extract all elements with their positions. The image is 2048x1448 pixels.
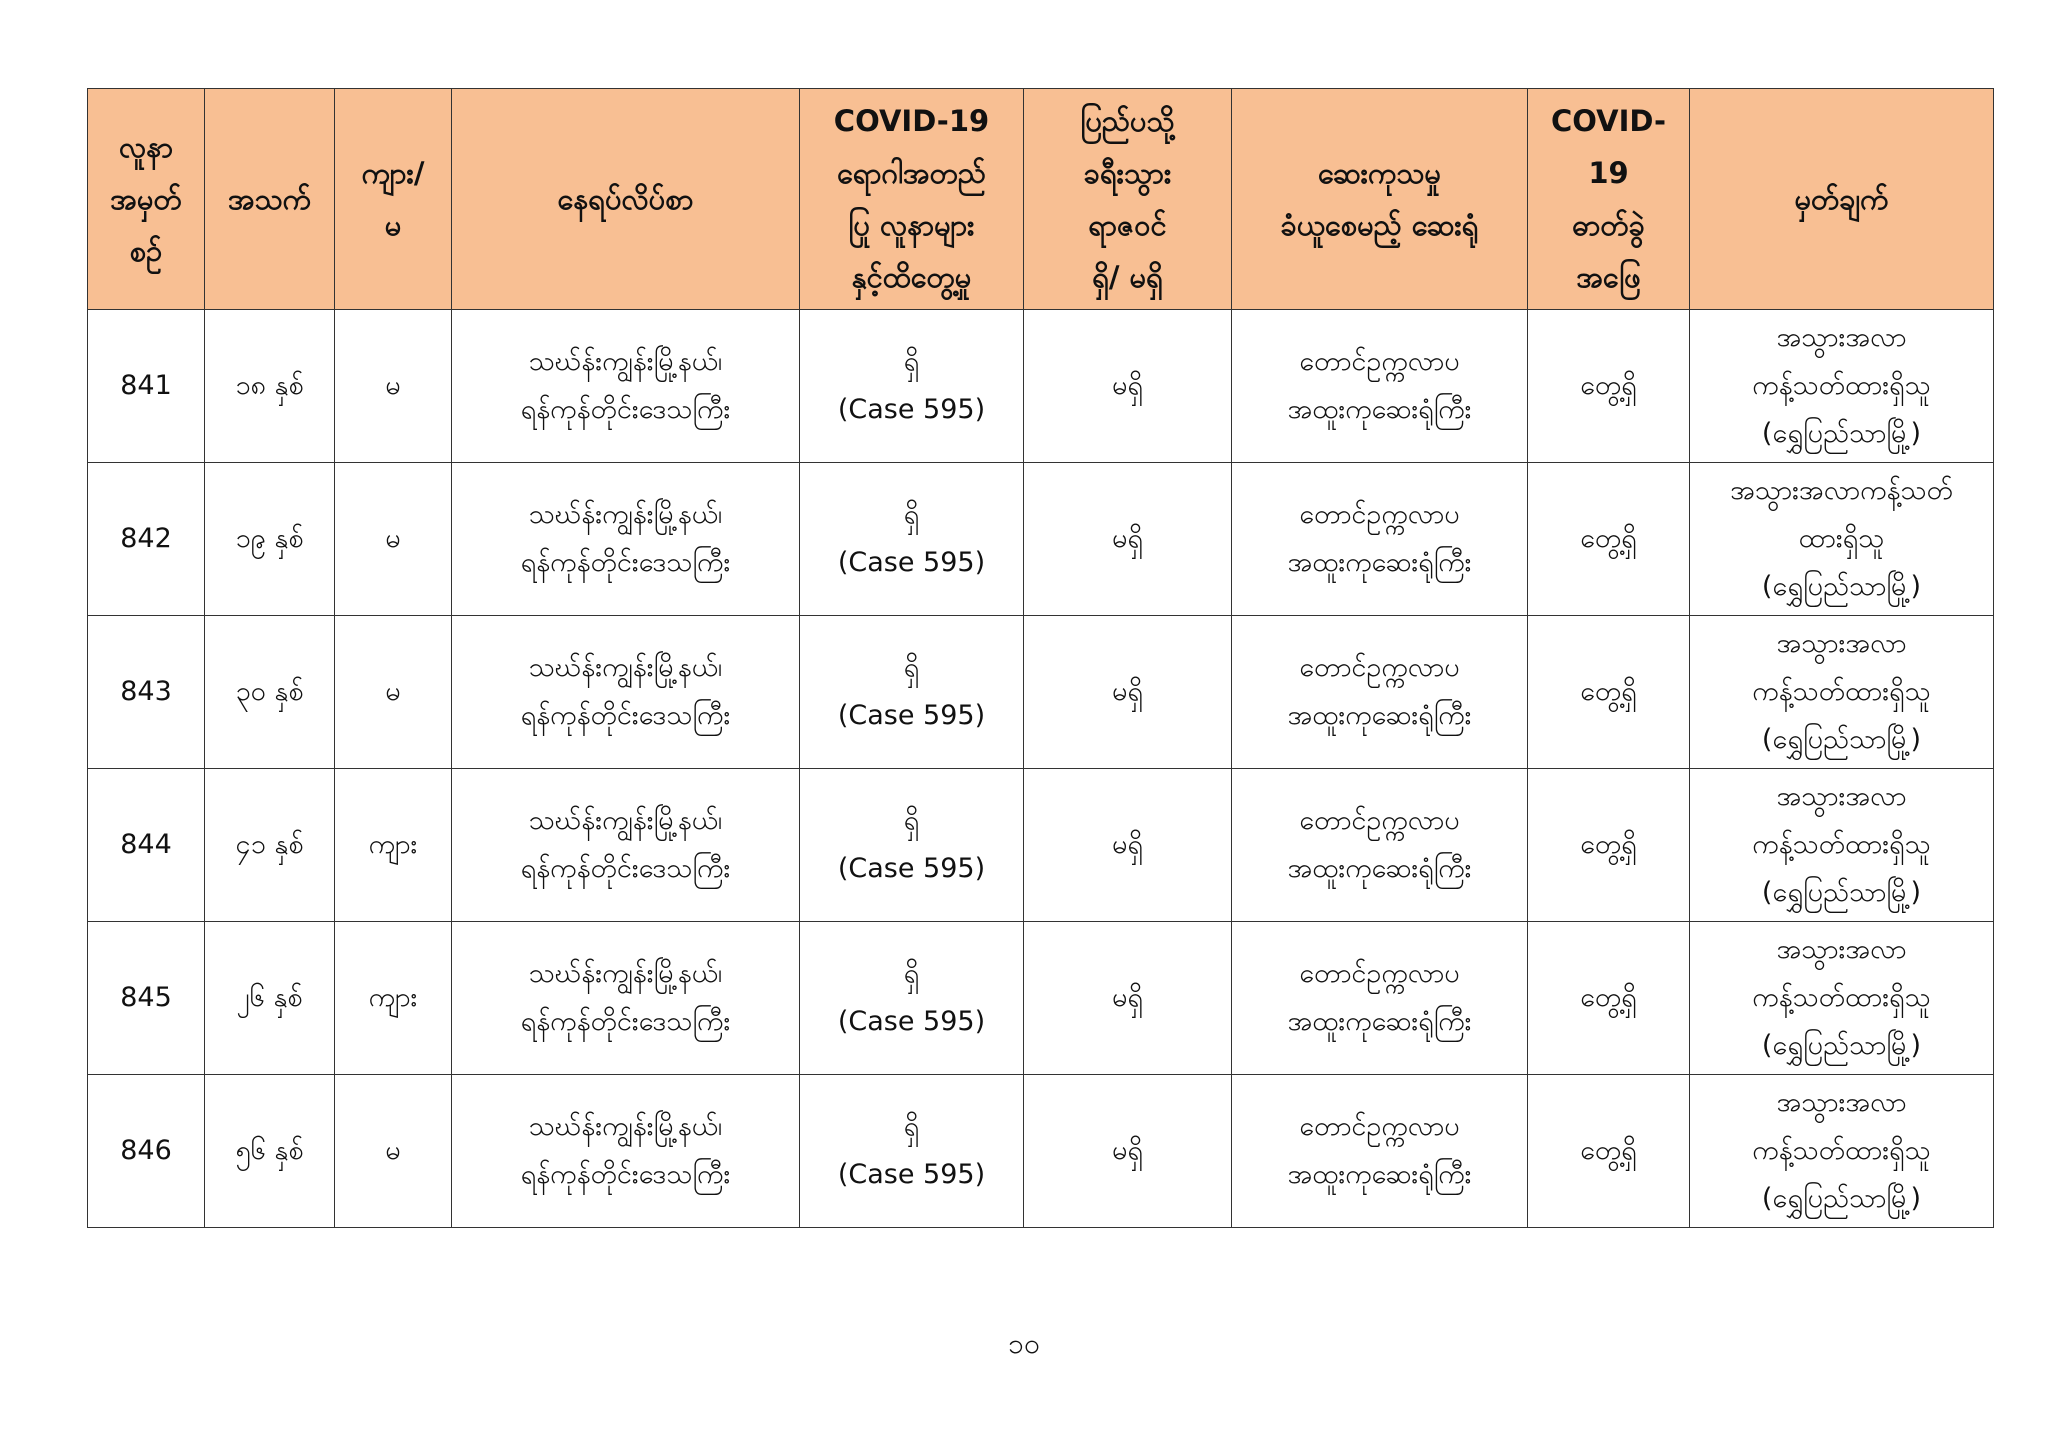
cell-age [205, 310, 335, 463]
cell-age [205, 769, 335, 922]
cell-line: (Case 595) [837, 1159, 986, 1190]
cell-remark [1690, 310, 1994, 463]
cell-address [452, 769, 800, 922]
cell-line: သဃ်န်းကျွန်းမြို့နယ်၊ [528, 499, 723, 530]
cell-line: အသွားအလာ [1776, 1087, 1907, 1118]
cell-line: သဃ်န်းကျွန်းမြို့နယ်၊ [528, 1111, 723, 1142]
cell-line: သဃ်န်းကျွန်းမြို့နယ်၊ [528, 346, 723, 377]
cell-line: ပြု လူနာများ [848, 208, 975, 242]
cell-line: ရန်ကုန်တိုင်းဒေသကြီး [520, 700, 731, 731]
cell-line: ရန်ကုန်တိုင်းဒေသကြီး [520, 853, 731, 884]
page-number: ၁၀ [1008, 1327, 1040, 1360]
cell-line: မရှိ [1112, 1135, 1143, 1166]
cell-travel-history [1024, 310, 1232, 463]
cell-line: စဉ် [129, 234, 163, 268]
cell-line: ကန့်သတ်ထားရှိသူ [1752, 370, 1931, 401]
cell-line: အထူးကုဆေးရုံကြီး [1287, 547, 1472, 578]
cell-line: (ရွှေပြည်သာမြို့) [1761, 1183, 1922, 1214]
cell-sex [335, 1075, 452, 1228]
cell-line: ၁၉ နှစ် [235, 523, 304, 554]
cell-line: ၅၆ နှစ် [235, 1135, 304, 1166]
cell-line: မှတ်ချက် [1794, 182, 1889, 216]
cell-lab-result [1528, 1075, 1690, 1228]
cell-line: နေရပ်လိပ်စာ [557, 182, 694, 216]
cell-lab-result [1528, 463, 1690, 616]
cell-line: တောင်ဥက္ကလာပ [1299, 346, 1460, 377]
covid-cases-table [87, 88, 1994, 1228]
cell-remark [1690, 922, 1994, 1075]
cell-line: အထူးကုဆေးရုံကြီး [1287, 394, 1472, 425]
cell-line: မရှိ [1112, 676, 1143, 707]
cell-lab-result [1528, 769, 1690, 922]
cell-sex [335, 310, 452, 463]
cell-line: တွေ့ရှိ [1580, 829, 1637, 860]
cell-line: မ [384, 208, 402, 242]
cell-line: ရောဂါအတည် [837, 156, 986, 190]
cell-line: သဃ်န်းကျွန်းမြို့နယ်၊ [528, 805, 723, 836]
cell-line: ၃၀ နှစ် [235, 676, 304, 707]
cell-line: အထူးကုဆေးရုံကြီး [1287, 853, 1472, 884]
cell-line: ရှိ/ မရှိ [1092, 260, 1163, 294]
table-header-row [88, 89, 1994, 310]
cell-line: (ရွှေပြည်သာမြို့) [1761, 724, 1922, 755]
cell-line: အထူးကုဆေးရုံကြီး [1287, 700, 1472, 731]
cell-contact [800, 463, 1024, 616]
cell-travel-history [1024, 769, 1232, 922]
cell-age [205, 1075, 335, 1228]
cell-line: မရှိ [1112, 370, 1143, 401]
cell-line: တောင်ဥက္ကလာပ [1299, 805, 1460, 836]
cell-hospital [1232, 1075, 1528, 1228]
cell-case-number [88, 1075, 205, 1228]
cell-sex [335, 616, 452, 769]
cell-line: (Case 595) [837, 853, 986, 884]
cell-hospital [1232, 463, 1528, 616]
cell-line: (ရွှေပြည်သာမြို့) [1761, 571, 1922, 602]
cell-lab-result [1528, 616, 1690, 769]
cell-line: အသွားအလာ [1776, 781, 1907, 812]
cell-address [452, 310, 800, 463]
cell-line: ရန်ကုန်တိုင်းဒေသကြီး [520, 1159, 731, 1190]
cell-line: ခံယူစေမည့် ဆေးရုံ [1280, 208, 1479, 242]
cell-line: အထူးကုဆေးရုံကြီး [1287, 1006, 1472, 1037]
cell-address [452, 616, 800, 769]
cell-line: ရှိ [903, 499, 920, 530]
cell-line: ရန်ကုန်တိုင်းဒေသကြီး [520, 1006, 731, 1037]
cell-age [205, 463, 335, 616]
cell-line: မရှိ [1112, 982, 1143, 1013]
header-lab-result [1528, 89, 1690, 310]
cell-line: 843 [120, 676, 172, 707]
cell-line: တွေ့ရှိ [1580, 370, 1637, 401]
cell-travel-history [1024, 463, 1232, 616]
cell-contact [800, 616, 1024, 769]
cell-travel-history [1024, 922, 1232, 1075]
cell-line: ရှိ [903, 346, 920, 377]
header-treating-hospital [1232, 89, 1528, 310]
cell-line: ခရီးသွား [1083, 156, 1172, 190]
cell-line: အသက် [227, 182, 312, 216]
cell-line: နှင့်ထိတွေ့မှု [851, 260, 972, 294]
cell-sex [335, 922, 452, 1075]
cell-contact [800, 769, 1024, 922]
cell-line: ရန်ကုန်တိုင်းဒေသကြီး [520, 547, 731, 578]
cell-line: အသွားအလာ [1776, 628, 1907, 659]
cell-case-number [88, 922, 205, 1075]
cell-line: အသွားအလာ [1776, 322, 1907, 353]
cell-contact [800, 922, 1024, 1075]
cell-hospital [1232, 310, 1528, 463]
cell-line: ရာဇဝင် [1088, 208, 1167, 242]
cell-sex [335, 769, 452, 922]
cell-line: ၁၈ နှစ် [235, 370, 304, 401]
cell-line: ရှိ [903, 805, 920, 836]
cell-line: ကျား/ [361, 156, 425, 190]
cell-line: ရှိ [903, 652, 920, 683]
cell-line: လူနာ [118, 130, 174, 164]
cell-hospital [1232, 769, 1528, 922]
cell-hospital [1232, 616, 1528, 769]
table-row [88, 922, 1994, 1075]
cell-lab-result [1528, 310, 1690, 463]
cell-contact [800, 1075, 1024, 1228]
cell-sex [335, 463, 452, 616]
cell-line: မ [385, 676, 401, 707]
cell-hospital [1232, 922, 1528, 1075]
cell-line: တွေ့ရှိ [1580, 982, 1637, 1013]
cell-line: ၂၆ နှစ် [236, 982, 303, 1013]
cell-contact [800, 310, 1024, 463]
cell-remark [1690, 463, 1994, 616]
cell-line: ပြည်ပသို့ [1080, 104, 1175, 138]
cell-line: မရှိ [1112, 829, 1143, 860]
cell-line: COVID-19 [833, 104, 990, 138]
cell-line: 846 [120, 1135, 172, 1166]
cell-line: တွေ့ရှိ [1580, 523, 1637, 554]
cell-line: မ [385, 1135, 401, 1166]
cell-line: (Case 595) [837, 700, 986, 731]
cell-line: ၄၁ နှစ် [235, 829, 304, 860]
cell-line: ဆေးကုသမှု [1318, 156, 1441, 190]
cell-line: ကျား [368, 982, 418, 1013]
cell-address [452, 1075, 800, 1228]
cell-line: ရန်ကုန်တိုင်းဒေသကြီး [520, 394, 731, 425]
cell-line: မရှိ [1112, 523, 1143, 554]
cell-line: အမှတ် [110, 182, 182, 216]
cell-travel-history [1024, 1075, 1232, 1228]
header-sex [335, 89, 452, 310]
table-row [88, 310, 1994, 463]
cell-line: တောင်ဥက္ကလာပ [1299, 499, 1460, 530]
cell-address [452, 922, 800, 1075]
cell-line: COVID-19 [1550, 104, 1667, 190]
cell-age [205, 922, 335, 1075]
cell-line: အဖြေ [1576, 260, 1641, 294]
header-age [205, 89, 335, 310]
cell-line: ကျား [368, 829, 418, 860]
table-row [88, 1075, 1994, 1228]
header-remarks [1690, 89, 1994, 310]
cell-line: အသွားအလာကန့်သတ် [1730, 475, 1953, 506]
cell-remark [1690, 1075, 1994, 1228]
cell-line: သဃ်န်းကျွန်းမြို့နယ်၊ [528, 652, 723, 683]
cell-line: (Case 595) [837, 1006, 986, 1037]
cell-line: 841 [120, 370, 172, 401]
cell-remark [1690, 616, 1994, 769]
cell-line: ကန့်သတ်ထားရှိသူ [1752, 676, 1931, 707]
cell-line: မ [385, 370, 401, 401]
table-row [88, 769, 1994, 922]
cell-remark [1690, 769, 1994, 922]
cell-line: 845 [120, 982, 172, 1013]
cell-case-number [88, 310, 205, 463]
cell-line: ဓာတ်ခွဲ [1572, 208, 1645, 242]
cell-line: တောင်ဥက္ကလာပ [1299, 958, 1460, 989]
cell-line: (Case 595) [837, 394, 986, 425]
cell-travel-history [1024, 616, 1232, 769]
cell-line: မ [385, 523, 401, 554]
cell-case-number [88, 463, 205, 616]
cell-line: 844 [120, 829, 172, 860]
cell-line: တောင်ဥက္ကလာပ [1299, 652, 1460, 683]
cell-case-number [88, 769, 205, 922]
cell-age [205, 616, 335, 769]
table-row [88, 616, 1994, 769]
cell-line: (ရွှေပြည်သာမြို့) [1761, 418, 1922, 449]
cell-line: ကန့်သတ်ထားရှိသူ [1752, 982, 1931, 1013]
cell-line: 842 [120, 523, 172, 554]
cell-line: အသွားအလာ [1776, 934, 1907, 965]
cell-line: တွေ့ရှိ [1580, 1135, 1637, 1166]
header-travel-history [1024, 89, 1232, 310]
cell-line: ကန့်သတ်ထားရှိသူ [1752, 829, 1931, 860]
cell-lab-result [1528, 922, 1690, 1075]
cell-line: ထားရှိသူ [1798, 523, 1885, 554]
cell-line: တွေ့ရှိ [1580, 676, 1637, 707]
header-address [452, 89, 800, 310]
cell-case-number [88, 616, 205, 769]
cell-line: (Case 595) [837, 547, 986, 578]
cell-line: ရှိ [903, 958, 920, 989]
cell-address [452, 463, 800, 616]
table-row [88, 463, 1994, 616]
cell-line: တောင်ဥက္ကလာပ [1299, 1111, 1460, 1142]
header-contact-with-confirmed [800, 89, 1024, 310]
cell-line: (ရွှေပြည်သာမြို့) [1761, 1030, 1922, 1061]
cell-line: ကန့်သတ်ထားရှိသူ [1752, 1135, 1931, 1166]
header-case-number [88, 89, 205, 310]
cell-line: (ရွှေပြည်သာမြို့) [1761, 877, 1922, 908]
cell-line: ရှိ [903, 1111, 920, 1142]
cell-line: သဃ်န်းကျွန်းမြို့နယ်၊ [528, 958, 723, 989]
cell-line: အထူးကုဆေးရုံကြီး [1287, 1159, 1472, 1190]
table-body [88, 310, 1994, 1228]
